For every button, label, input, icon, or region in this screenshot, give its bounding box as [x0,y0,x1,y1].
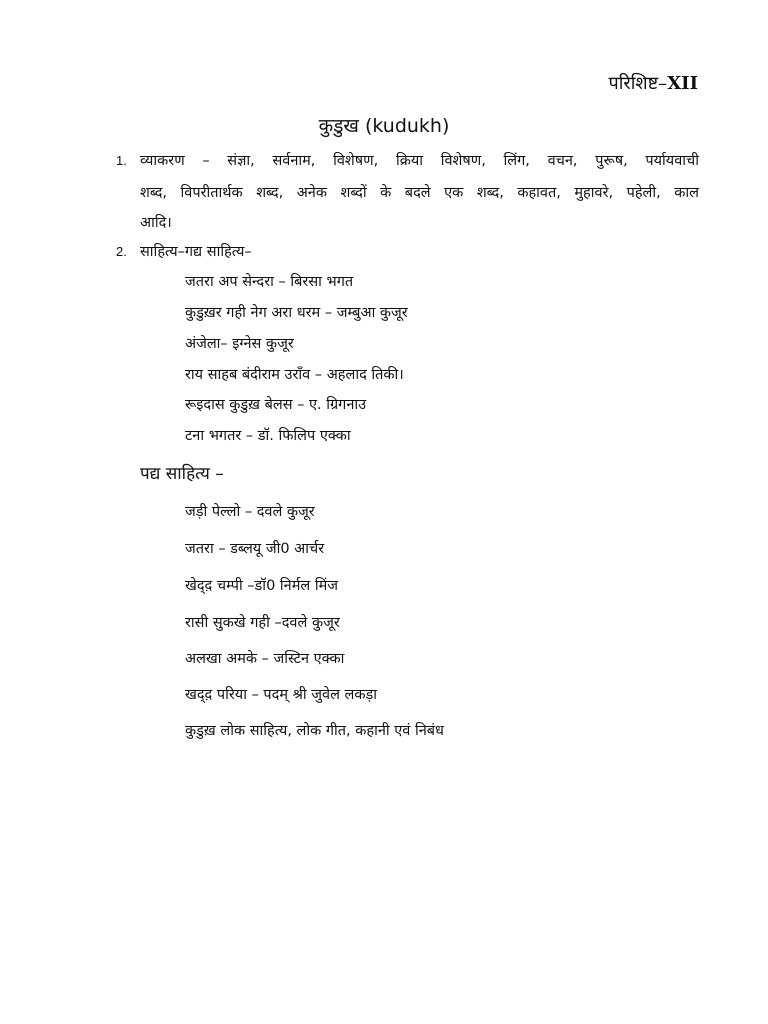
poetry-heading: पद्य साहित्य – [140,464,224,484]
prose-work-4: राय साहब बंदीराम उराँव – अहलाद तिकी। [185,367,404,383]
prose-work-5: रूइदास कुडुख़ बेलस – ए. ग्रिगनाउ [185,397,367,413]
poetry-work-4: रासी सुकखे गही –दवले कुजूर [185,615,340,631]
prose-work-1: जतरा अप सेन्दरा – बिरसा भगत [185,274,354,290]
item-1-number: 1. [116,153,127,168]
prose-work-2: कुडुख़र गही नेग अरा धरम – जम्बुआ कुजूर [185,305,408,321]
poetry-work-6: खद्द़ परिया – पदम् श्री जुवेल लकड़ा [185,687,378,703]
appendix-label: परिशिष्ट– [608,73,668,94]
poetry-work-5: अलखा अमके – जस्टिन एक्का [185,651,345,667]
prose-work-3: अंजेला– इग्नेस कुजूर [185,336,294,352]
item-1-line-1: व्याकरण – संज्ञा, सर्वनाम, विशेषण, क्रिया विशेषण, लिंग, वचन, पुरूष, पर्यायवाची [140,153,699,169]
poetry-work-2: जतरा – डब्लयू जी0 आर्चर [185,541,325,557]
poetry-work-1: जड़ी पेल्लो – दवले कुजूर [185,504,315,520]
appendix-number: XII [667,73,698,94]
poetry-work-3: खेद्द़ चम्पी –डॉ0 निर्मल मिंज [185,578,338,594]
item-1-line-3: आदि। [140,215,172,231]
item-1-line-2: शब्द, विपरीतार्थक शब्द, अनेक शब्दों के बदले एक शब्द, कहावत, मुहावरे, पहेली, काल [140,185,699,201]
appendix-heading [609,71,698,95]
prose-work-6: टना भगतर – डॉ. फिलिप एक्का [185,428,351,444]
item-2-number: 2. [116,244,127,259]
poetry-work-7: कुडुख़ लोक साहित्य, लोक गीत, कहानी एवं निबंध [185,723,444,739]
page-title: कुडुख (kudukh) [318,115,450,137]
item-2-heading: साहित्य–गद्य साहित्य– [140,244,252,260]
